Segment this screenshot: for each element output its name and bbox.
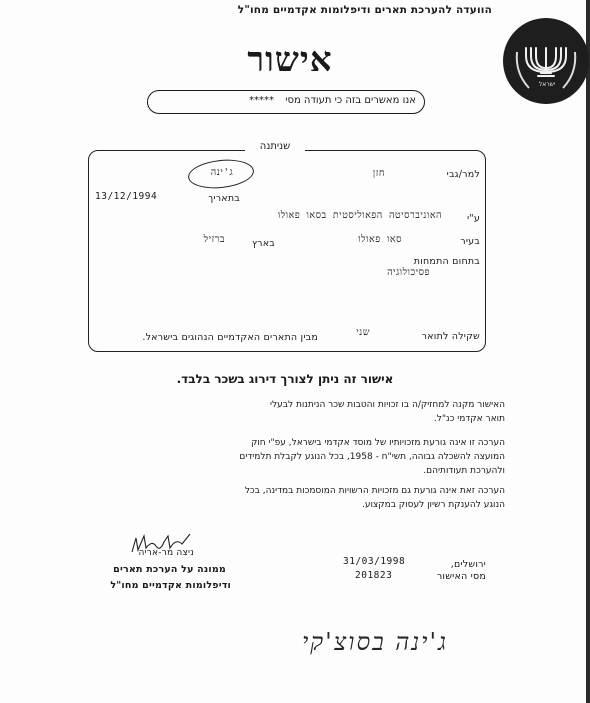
paragraph-2-line-3: ולהערכת תעודותיהם. xyxy=(423,466,505,476)
signatory-name: ניצה מר-אריה xyxy=(138,548,194,558)
date-label: בתאריך xyxy=(208,193,240,204)
paragraph-3 xyxy=(100,484,505,512)
emblem-caption: ישראל xyxy=(538,81,556,88)
signatory-role-line-1: ממונה על הערכת תארים xyxy=(113,564,226,575)
equivalence-label: שקילה לתואר xyxy=(421,331,480,342)
paragraph-3-line-1: הערכה זאת אינה גורעת גם מזכויות הרשויות המוסמכות במדינה, בכל xyxy=(244,486,505,496)
paragraph-3-line-2: הנוגע להענקת רשיון לעסוק במקצוע. xyxy=(361,500,505,510)
city-label: בעיר xyxy=(460,236,480,247)
salary-notice: אישור זה ניתן לצורך דירוג בשכר בלבד. xyxy=(176,372,394,386)
given-name-value: ג'ינה xyxy=(210,167,234,178)
paragraph-1-line-2: תואר אקדמי כנ"ל. xyxy=(433,414,505,424)
specialty-label: בתחום התמחות xyxy=(413,256,480,267)
confirmation-text: אנו מאשרים בזה כי תעודה מסי xyxy=(285,95,416,106)
issue-date: 31/03/1998 xyxy=(343,556,406,567)
city-value: סאו פאולו xyxy=(358,234,402,245)
country-label: בארץ xyxy=(251,238,275,249)
issue-number-label: מסי האישור xyxy=(436,571,486,582)
paragraph-1-line-1: האישור מקנה למחזיק/ה בו זכויות והטבות שכר הניתנות לבעלי xyxy=(270,400,505,410)
certificate-number-masked: ***** xyxy=(249,95,275,106)
equivalence-suffix: מבין התארים האקדמיים הנהוגים בישראל. xyxy=(142,332,318,343)
scan-edge xyxy=(586,0,590,703)
country-value: ברזיל xyxy=(203,234,225,245)
paragraph-2-line-1: הערכה זו אינה גורעת מזכויותיו של מוסד אקדמי בישראל, עפ"י חוק xyxy=(250,438,505,448)
recipient-label: למר/גבי xyxy=(446,169,480,180)
issue-number: 201823 xyxy=(355,570,393,581)
confirmation-line xyxy=(170,95,416,106)
frame-label: שניתנה xyxy=(245,141,305,152)
document-title: אישור xyxy=(247,40,333,80)
committee-header: הוועדה להערכת תארים ודיפלומות אקדמיים מחו"ל xyxy=(237,4,492,16)
by-label: ע"י xyxy=(466,213,480,224)
handwritten-name: ג'ינה בסוצ'קי xyxy=(302,628,448,656)
paragraph-2-line-2: המועצה להשכלה גבוהה, תשי"ח - 1958, בכל הנוגע לקבלת תלמידים xyxy=(239,452,505,462)
specialty-value: פסיכולוגיה xyxy=(387,267,430,278)
signatory-role-line-2: ודיפלומות אקדמיים מחו"ל xyxy=(110,580,231,591)
surname-value: חזן xyxy=(372,168,385,179)
issue-city-label: ירושלים, xyxy=(450,559,486,570)
details-frame xyxy=(88,150,486,352)
paragraph-2 xyxy=(100,436,505,478)
paragraph-1 xyxy=(100,398,505,426)
issue-date-value: 13/12/1994 xyxy=(95,191,158,202)
state-emblem-icon xyxy=(503,18,589,104)
equivalence-value: שני xyxy=(356,327,370,338)
institution-value: האוניברסיטה הפאוליסטית בסאו פאולו xyxy=(277,210,442,221)
